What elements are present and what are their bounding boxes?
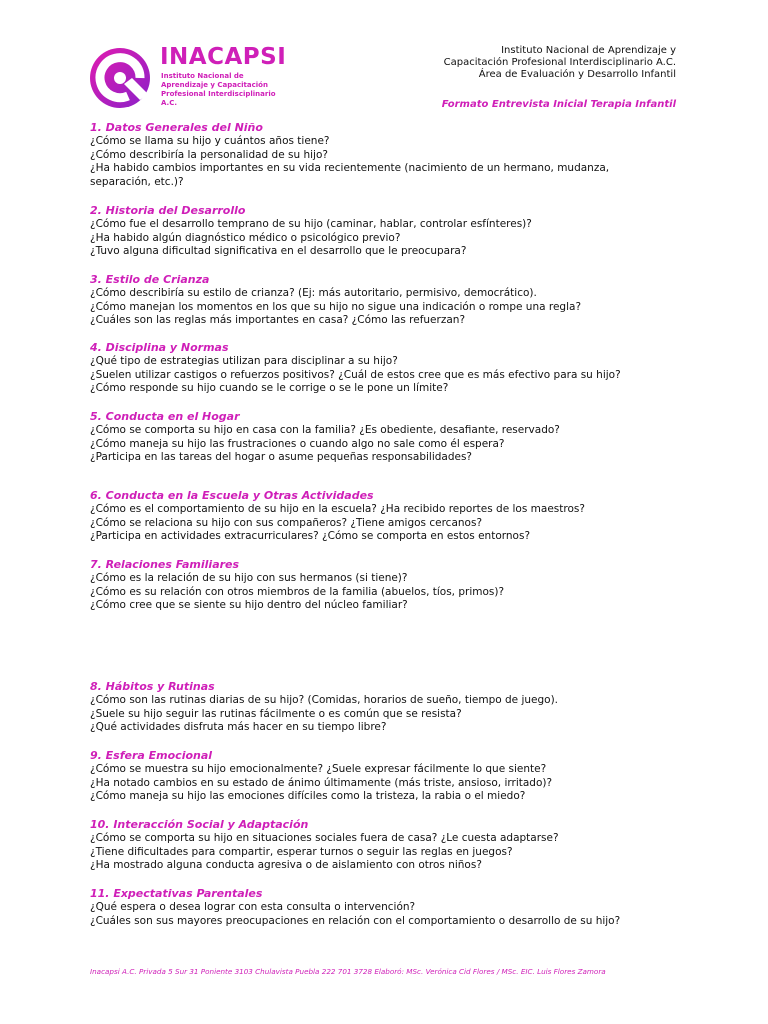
section-title: 11. Expectativas Parentales: [90, 887, 263, 900]
institution-header: [444, 45, 676, 81]
form-title: Formato Entrevista Inicial Terapia Infantil: [441, 99, 676, 110]
question: ¿Cómo es el comportamiento de su hijo en la escuela? ¿Ha recibido reportes de los maestros?: [90, 503, 585, 515]
institution-line: Instituto Nacional de Aprendizaje y: [501, 45, 676, 56]
institution-line: Capacitación Profesional Interdisciplinario A.C.: [443, 57, 676, 68]
question: ¿Cómo responde su hijo cuando se le corrige o se le pone un límite?: [90, 382, 449, 395]
section-title: 9. Esfera Emocional: [90, 749, 213, 762]
question: ¿Cómo se comporta su hijo en situaciones sociales fuera de casa? ¿Le cuesta adaptarse?: [90, 832, 559, 844]
question: ¿Cómo describiría la personalidad de su hijo?: [90, 148, 328, 161]
question: ¿Tuvo alguna dificultad significativa en el desarrollo que le preocupara?: [90, 245, 467, 258]
question: ¿Cómo es su relación con otros miembros de la familia (abuelos, tíos, primos)?: [90, 585, 505, 598]
section-title: 7. Relaciones Familiares: [90, 558, 240, 571]
question: ¿Cómo manejan los momentos en los que su hijo no sigue una indicación o rompe una regla?: [90, 300, 582, 313]
section-title: 2. Historia del Desarrollo: [90, 204, 246, 217]
question: ¿Participa en las tareas del hogar o asume pequeñas responsabilidades?: [90, 451, 473, 464]
section-expectativas-parentales: [90, 887, 690, 928]
question: ¿Cómo se comporta su hijo en casa con la familia? ¿Es obediente, desafiante, reservado?: [90, 424, 560, 436]
question: ¿Cómo son las rutinas diarias de su hijo? (Comidas, horarios de sueño, tiempo de juego).: [90, 694, 559, 706]
question: ¿Cómo fue el desarrollo temprano de su hijo (caminar, hablar, controlar esfínteres)?: [90, 218, 532, 230]
question: ¿Cómo se llama su hijo y cuántos años tiene?: [90, 135, 330, 147]
logo-title: INACAPSI: [160, 44, 287, 70]
question: ¿Participa en actividades extracurriculares? ¿Cómo se comporta en estos entornos?: [90, 530, 531, 543]
institution-line: Área de Evaluación y Desarrollo Infantil: [478, 69, 676, 80]
question: ¿Cómo describiría su estilo de crianza? (Ej: más autoritario, permisivo, democrático).: [90, 287, 537, 299]
logo-mark-icon: [88, 38, 154, 120]
section-interaccion-social: [90, 818, 690, 873]
section-relaciones-familiares: [90, 558, 690, 613]
question: ¿Ha habido cambios importantes en su vida recientemente (nacimiento de un hermano, mudanza, separación, etc.)?: [90, 162, 610, 188]
question: ¿Qué espera o desea lograr con esta consulta o intervención?: [90, 901, 416, 913]
question: ¿Ha habido algún diagnóstico médico o psicológico previo?: [90, 231, 401, 244]
section-conducta-escuela: [90, 489, 690, 544]
inacapsi-logo: [88, 38, 288, 122]
question: ¿Cómo se relaciona su hijo con sus compañeros? ¿Tiene amigos cercanos?: [90, 516, 483, 529]
question: ¿Qué actividades disfruta más hacer en su tiempo libre?: [90, 721, 387, 734]
question: ¿Cuáles son sus mayores preocupaciones en relación con el comportamiento o desarrollo de su hijo?: [90, 914, 621, 927]
question: ¿Ha mostrado alguna conducta agresiva o de aislamiento con otros niños?: [90, 859, 482, 872]
section-estilo-crianza: [90, 273, 690, 328]
question: ¿Suele su hijo seguir las rutinas fácilmente o es común que se resista?: [90, 707, 462, 720]
section-habitos-rutinas: [90, 680, 690, 735]
question: ¿Qué tipo de estrategias utilizan para disciplinar a su hijo?: [90, 355, 398, 367]
question: ¿Cómo maneja su hijo las emociones difíciles como la tristeza, la rabia o el miedo?: [90, 790, 526, 803]
question: ¿Ha notado cambios en su estado de ánimo últimamente (más triste, ansioso, irritado)?: [90, 776, 553, 789]
question: ¿Tiene dificultades para compartir, esperar turnos o seguir las reglas en juegos?: [90, 845, 513, 858]
section-title: 8. Hábitos y Rutinas: [90, 680, 215, 693]
section-disciplina-normas: [90, 341, 690, 396]
question: ¿Suelen utilizar castigos o refuerzos positivos? ¿Cuál de estos cree que es más efectivo para su hijo?: [90, 368, 621, 381]
section-title: 3. Estilo de Crianza: [90, 273, 210, 286]
question: ¿Cómo es la relación de su hijo con sus hermanos (si tiene)?: [90, 572, 408, 584]
logo-subtitle: Instituto Nacional de Aprendizaje y Capacitación Profesional Interdisciplinario A.C.: [161, 72, 276, 107]
question: ¿Cómo maneja su hijo las frustraciones o cuando algo no sale como él espera?: [90, 437, 505, 450]
footer: Inacapsi A.C. Privada 5 Sur 31 Poniente 3103 Chulavista Puebla 222 701 3728 Elaboró: MSc. Verónica Cid Flores / MSc. EIC. Luis Flores Zamora: [90, 967, 606, 976]
section-title: 1. Datos Generales del Niño: [90, 121, 263, 134]
question: ¿Cómo se muestra su hijo emocionalmente? ¿Suele expresar fácilmente lo que siente?: [90, 763, 547, 775]
section-title: 4. Disciplina y Normas: [90, 341, 229, 354]
question: ¿Cuáles son las reglas más importantes en casa? ¿Cómo las refuerzan?: [90, 314, 466, 327]
question: ¿Cómo cree que se siente su hijo dentro del núcleo familiar?: [90, 599, 408, 612]
section-datos-generales: [90, 121, 690, 189]
section-title: 6. Conducta en la Escuela y Otras Actividades: [90, 489, 374, 502]
section-title: 10. Interacción Social y Adaptación: [90, 818, 309, 831]
section-historia-desarrollo: [90, 204, 690, 259]
section-esfera-emocional: [90, 749, 690, 804]
section-conducta-hogar: [90, 410, 690, 465]
section-title: 5. Conducta en el Hogar: [90, 410, 240, 423]
